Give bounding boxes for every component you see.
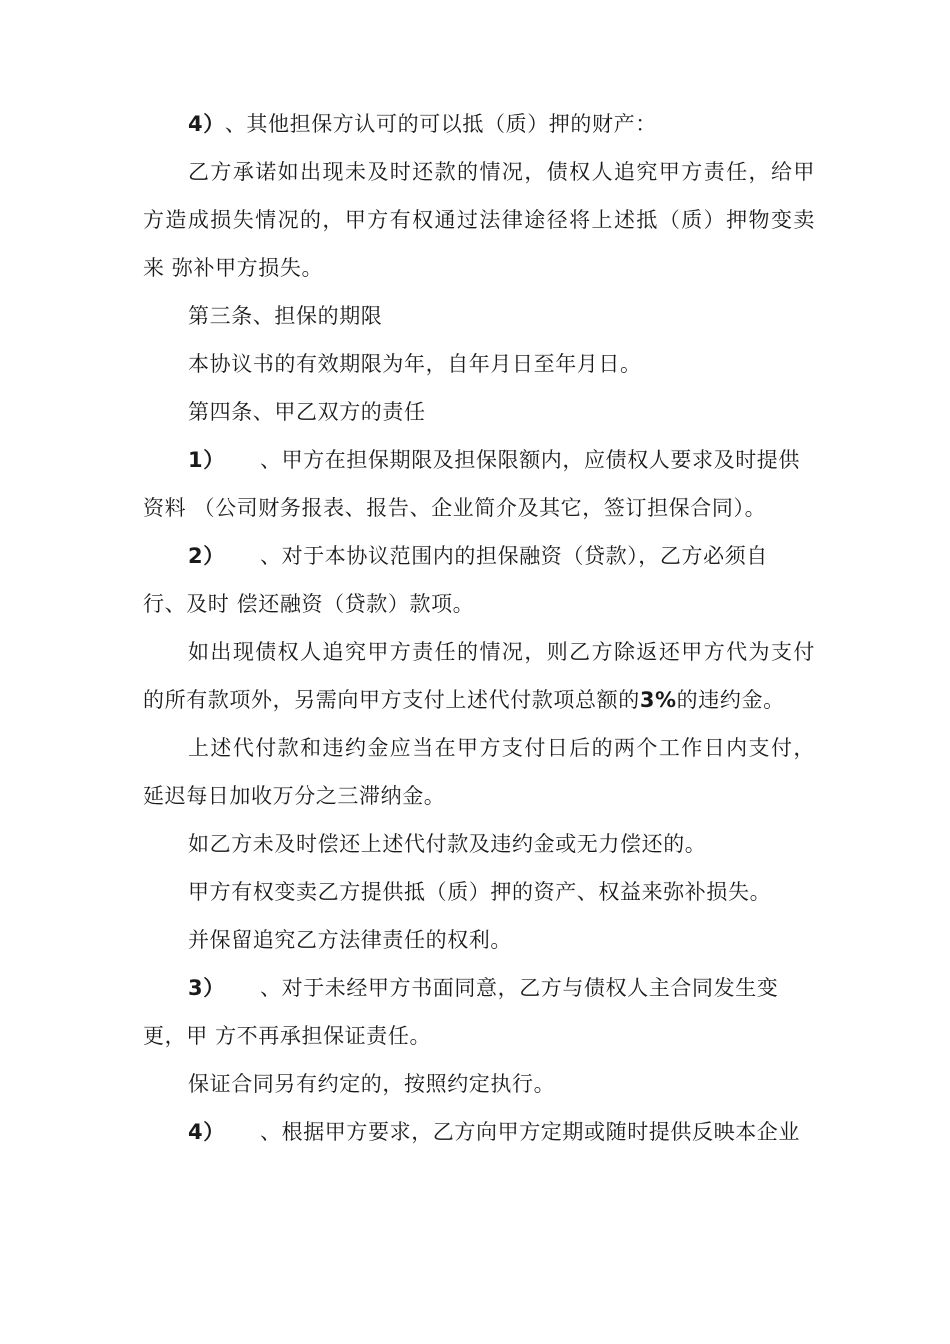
paragraph-line: 延迟每日加收万分之三滞纳金。 [143,784,446,808]
document-body [143,100,815,1156]
paragraph-line [143,1108,815,1156]
paragraph-line: 来 弥补甲方损失。 [143,256,324,280]
line-text: 的所有款项外，另需向甲方支付上述代付款项总额的 [143,688,640,712]
paragraph-line: 如乙方未及时偿还上述代付款及违约金或无力偿还的。 [188,832,707,856]
item-text: 、对于未经甲方书面同意，乙方与债权人主合同发生变 [260,976,779,1000]
paragraph-line: 更，甲 方不再承担保证责任。 [143,1024,432,1048]
paragraph-line: 保证合同另有约定的，按照约定执行。 [188,1072,556,1096]
item-text: 、对于本协议范围内的担保融资（贷款），乙方必须自 [260,544,768,568]
item-number: 4） [188,1120,225,1144]
paragraph-line: 本协议书的有效期限为年，自年月日至年月日。 [188,352,642,376]
item-number: 4） [188,112,225,136]
item-text: 、甲方在担保期限及担保限额内，应债权人要求及时提供 [260,448,800,472]
paragraph-line [143,100,815,148]
item-number: 1） [188,448,225,472]
paragraph-line: 乙方承诺如出现未及时还款的情况，债权人追究甲方责任，给甲 [188,160,815,184]
section-heading: 第三条、担保的期限 [188,304,383,328]
paragraph-line: 资料 （公司财务报表、报告、企业简介及其它，签订担保合同）。 [143,496,767,520]
paragraph-line [143,676,815,724]
paragraph-line [143,964,815,1012]
item-number: 2） [188,544,225,568]
paragraph-line: 上述代付款和违约金应当在甲方支付日后的两个工作日内支付， [188,736,815,760]
paragraph-line [143,436,815,484]
paragraph-line: 甲方有权变卖乙方提供抵（质）押的资产、权益来弥补损失。 [188,880,772,904]
item-number: 3） [188,976,225,1000]
item-text: 、其他担保方认可的可以抵（质）押的财产： [224,112,657,136]
paragraph-line [143,532,815,580]
line-text: 的违约金。 [676,688,785,712]
paragraph-line: 如出现债权人追究甲方责任的情况，则乙方除返还甲方代为支付 [188,640,815,664]
penalty-rate: 3% [639,688,677,712]
paragraph-line: 并保留追究乙方法律责任的权利。 [188,928,512,952]
section-heading: 第四条、甲乙双方的责任 [188,400,426,424]
item-text: 、根据甲方要求，乙方向甲方定期或随时提供反映本企业 [260,1120,800,1144]
paragraph-line: 方造成损失情况的，甲方有权通过法律途径将上述抵（质）押物变卖 [143,208,815,232]
paragraph-line: 行、及时 偿还融资（贷款）款项。 [143,592,475,616]
